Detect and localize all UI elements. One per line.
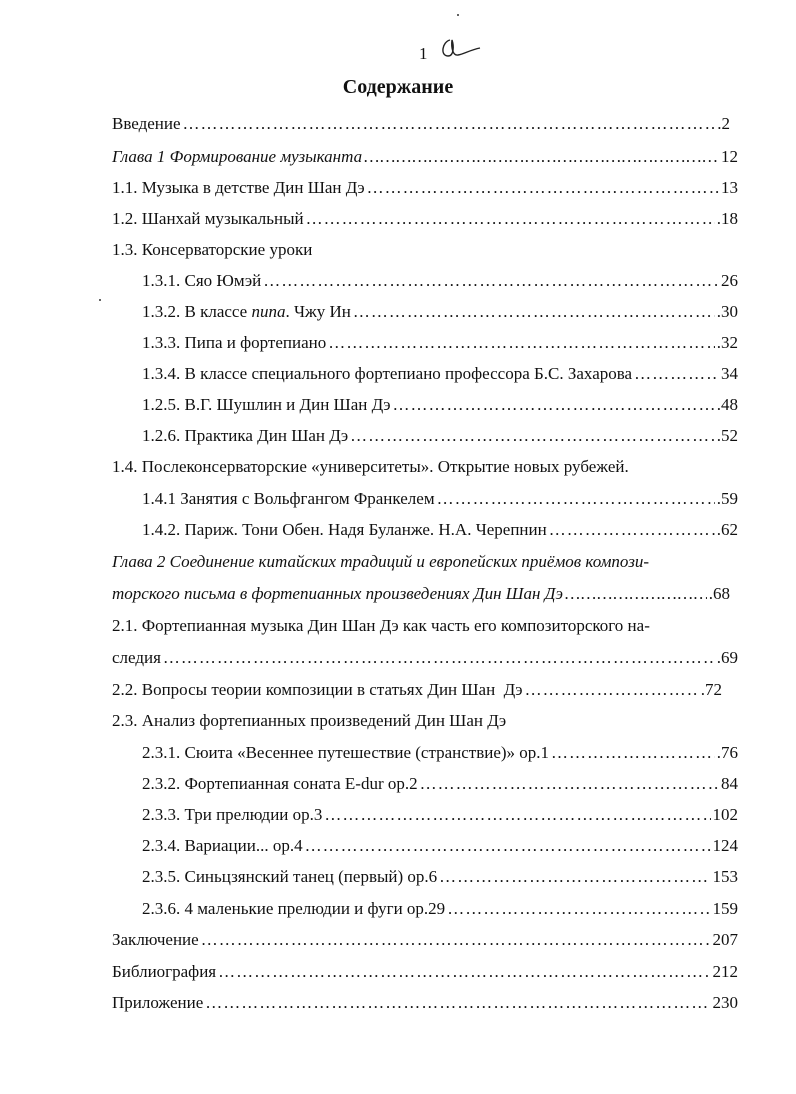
toc-entry-label: следия <box>112 648 161 667</box>
leader-dots <box>163 647 715 669</box>
toc-entry-bibliography <box>112 961 738 983</box>
toc-entry-page: 26 <box>721 271 738 290</box>
toc-entry-label: Введение <box>112 114 181 133</box>
leader-dots <box>364 146 719 168</box>
toc-entry-appendix <box>112 992 738 1014</box>
toc-entry-1-3: 1.3. Консерваторские уроки <box>112 240 313 259</box>
leader-dots <box>328 332 715 354</box>
leader-dots <box>439 866 710 888</box>
toc-entry-page: .48 <box>716 395 738 414</box>
toc-entry-1-3-2 <box>142 301 738 323</box>
toc-entry-label: 2.3.4. Вариации... ор.4 <box>142 836 303 855</box>
toc-entry-page: 34 <box>721 364 738 383</box>
toc-entry-2-3-6 <box>142 898 738 920</box>
toc-entry-label: Заключение <box>112 930 199 949</box>
toc-entry-page: 159 <box>712 899 738 918</box>
leader-dots <box>201 929 711 951</box>
toc-entry-page: .76 <box>716 743 738 762</box>
toc-entry-page: .52 <box>716 426 738 445</box>
leader-dots <box>324 804 710 826</box>
toc-entry-page: 12 <box>721 147 738 166</box>
toc-entry-page: 84 <box>721 774 738 793</box>
scan-speck <box>99 299 101 301</box>
leader-dots <box>447 898 710 920</box>
toc-entry-page: 102 <box>712 805 738 824</box>
toc-entry-page: .18 <box>716 209 738 228</box>
toc-entry-label: 2.3.5. Синьцзянский танец (первый) ор.6 <box>142 867 438 886</box>
toc-entry-2-1-line-1: 2.1. Фортепианная музыка Дин Шан Дэ как часть его композиторского на- <box>112 616 650 635</box>
leader-dots <box>551 742 715 764</box>
toc-entry-page: 230 <box>712 993 738 1012</box>
toc-entry-label: 1.4.1 Занятия с Вольфгангом Франкелем <box>142 489 435 508</box>
toc-entry-chapter-2-line-1: Глава 2 Соединение китайских традиций и европейских приёмов компози- <box>112 552 650 571</box>
toc-entry-1-2 <box>112 208 738 230</box>
leader-dots <box>393 394 715 416</box>
toc-entry-label: Глава 1 Формирование музыканта <box>112 147 363 166</box>
toc-entry-2-2 <box>112 679 722 701</box>
toc-entry-intro <box>112 113 730 135</box>
toc-entry-page: .2 <box>717 114 730 133</box>
toc-entry-page: 207 <box>712 930 738 949</box>
page-title: Содержание <box>342 76 454 98</box>
toc-entry-chapter-2-line-2 <box>112 583 730 605</box>
leader-dots <box>367 177 719 199</box>
toc-entry-label: 1.3.1. Сяо Юмэй <box>142 271 262 290</box>
toc-entry-2-3-3 <box>142 804 738 826</box>
toc-entry-label-rest: . Чжу Ин <box>285 302 351 321</box>
toc-entry-label: Библиография <box>112 962 217 981</box>
toc-entry-2-3-4 <box>142 835 738 857</box>
toc-entry-1-3-1 <box>142 270 738 292</box>
toc-entry-conclusion <box>112 929 738 951</box>
toc-entry-page: .32 <box>716 333 738 352</box>
toc-entry-2-1-line-2 <box>112 647 738 669</box>
leader-dots <box>218 961 710 983</box>
toc-entry-1-4-2 <box>142 519 738 541</box>
toc-entry-2-3: 2.3. Анализ фортепианных произведений Дин Шан Дэ <box>112 711 507 730</box>
toc-entry-label: Приложение <box>112 993 204 1012</box>
toc-entry-label: 2.3.2. Фортепианная соната E-dur ор.2 <box>142 774 418 793</box>
leader-dots <box>525 679 699 701</box>
toc-entry-label: 1.1. Музыка в детстве Дин Шан Дэ <box>112 178 365 197</box>
toc-entry-label-italic: пипа <box>251 302 286 321</box>
toc-entry-label: 1.2.6. Практика Дин Шан Дэ <box>142 426 349 445</box>
toc-entry-2-3-1 <box>142 742 738 764</box>
toc-entry-1-3-4 <box>142 363 738 385</box>
toc-entry-page: .62 <box>716 520 738 539</box>
toc-entry-1-2-6 <box>142 425 738 447</box>
toc-entry-label: 1.2. Шанхай музыкальный <box>112 209 304 228</box>
leader-dots <box>350 425 715 447</box>
leader-dots <box>420 773 719 795</box>
handwritten-mark <box>436 36 484 62</box>
page-number: 1 <box>419 44 428 63</box>
toc-entry-1-2-5 <box>142 394 738 416</box>
leader-dots <box>549 519 715 541</box>
leader-dots <box>205 992 710 1014</box>
toc-entry-page: 153 <box>712 867 738 886</box>
leader-dots <box>305 835 711 857</box>
toc-entry-page: 212 <box>712 962 738 981</box>
toc-entry-page: .72 <box>700 680 722 699</box>
toc-entry-2-3-5 <box>142 866 738 888</box>
scan-speck <box>457 14 459 16</box>
toc-entry-page: .68 <box>708 584 730 603</box>
leader-dots <box>183 113 716 135</box>
toc-entry-page: 13 <box>721 178 738 197</box>
leader-dots <box>437 488 715 510</box>
toc-entry-label: 1.3.2. В классе <box>142 302 252 321</box>
leader-dots <box>353 301 715 323</box>
toc-entry-label: 1.3.3. Пипа и фортепиано <box>142 333 327 352</box>
toc-entry-page: .59 <box>716 489 738 508</box>
toc-entry-chapter-1 <box>112 146 738 168</box>
toc-entry-1-4-1 <box>142 488 738 510</box>
toc-entry-label: 1.4.2. Париж. Тони Обен. Надя Буланже. Н.А. Черепнин <box>142 520 547 539</box>
toc-entry-page: .30 <box>716 302 738 321</box>
toc-entry-label: 2.3.6. 4 маленькие прелюдии и фуги ор.29 <box>142 899 446 918</box>
toc-entry-2-3-2 <box>142 773 738 795</box>
toc-entry-1-3-3 <box>142 332 738 354</box>
leader-dots <box>565 583 707 605</box>
toc-entry-label: 2.3.1. Сюита «Весеннее путешествие (странствие)» ор.1 <box>142 743 550 762</box>
toc-entry-1-4: 1.4. Послеконсерваторские «университеты». Открытие новых рубежей. <box>112 457 629 476</box>
toc-entry-label: 1.3.4. В классе специального фортепиано профессора Б.С. Захарова <box>142 364 633 383</box>
leader-dots <box>306 208 715 230</box>
toc-entry-label: 2.3.3. Три прелюдии ор.3 <box>142 805 323 824</box>
toc-entry-label: торского письма в фортепианных произведениях Дин Шан Дэ <box>112 584 563 603</box>
leader-dots <box>263 270 719 292</box>
toc-entry-label: 1.2.5. В.Г. Шушлин и Дин Шан Дэ <box>142 395 391 414</box>
leader-dots <box>634 363 719 385</box>
toc-entry-label: 2.2. Вопросы теории композиции в статьях Дин Шан Дэ <box>112 680 523 699</box>
toc-entry-1-1 <box>112 177 738 199</box>
toc-entry-page: .69 <box>716 648 738 667</box>
toc-entry-page: 124 <box>712 836 738 855</box>
